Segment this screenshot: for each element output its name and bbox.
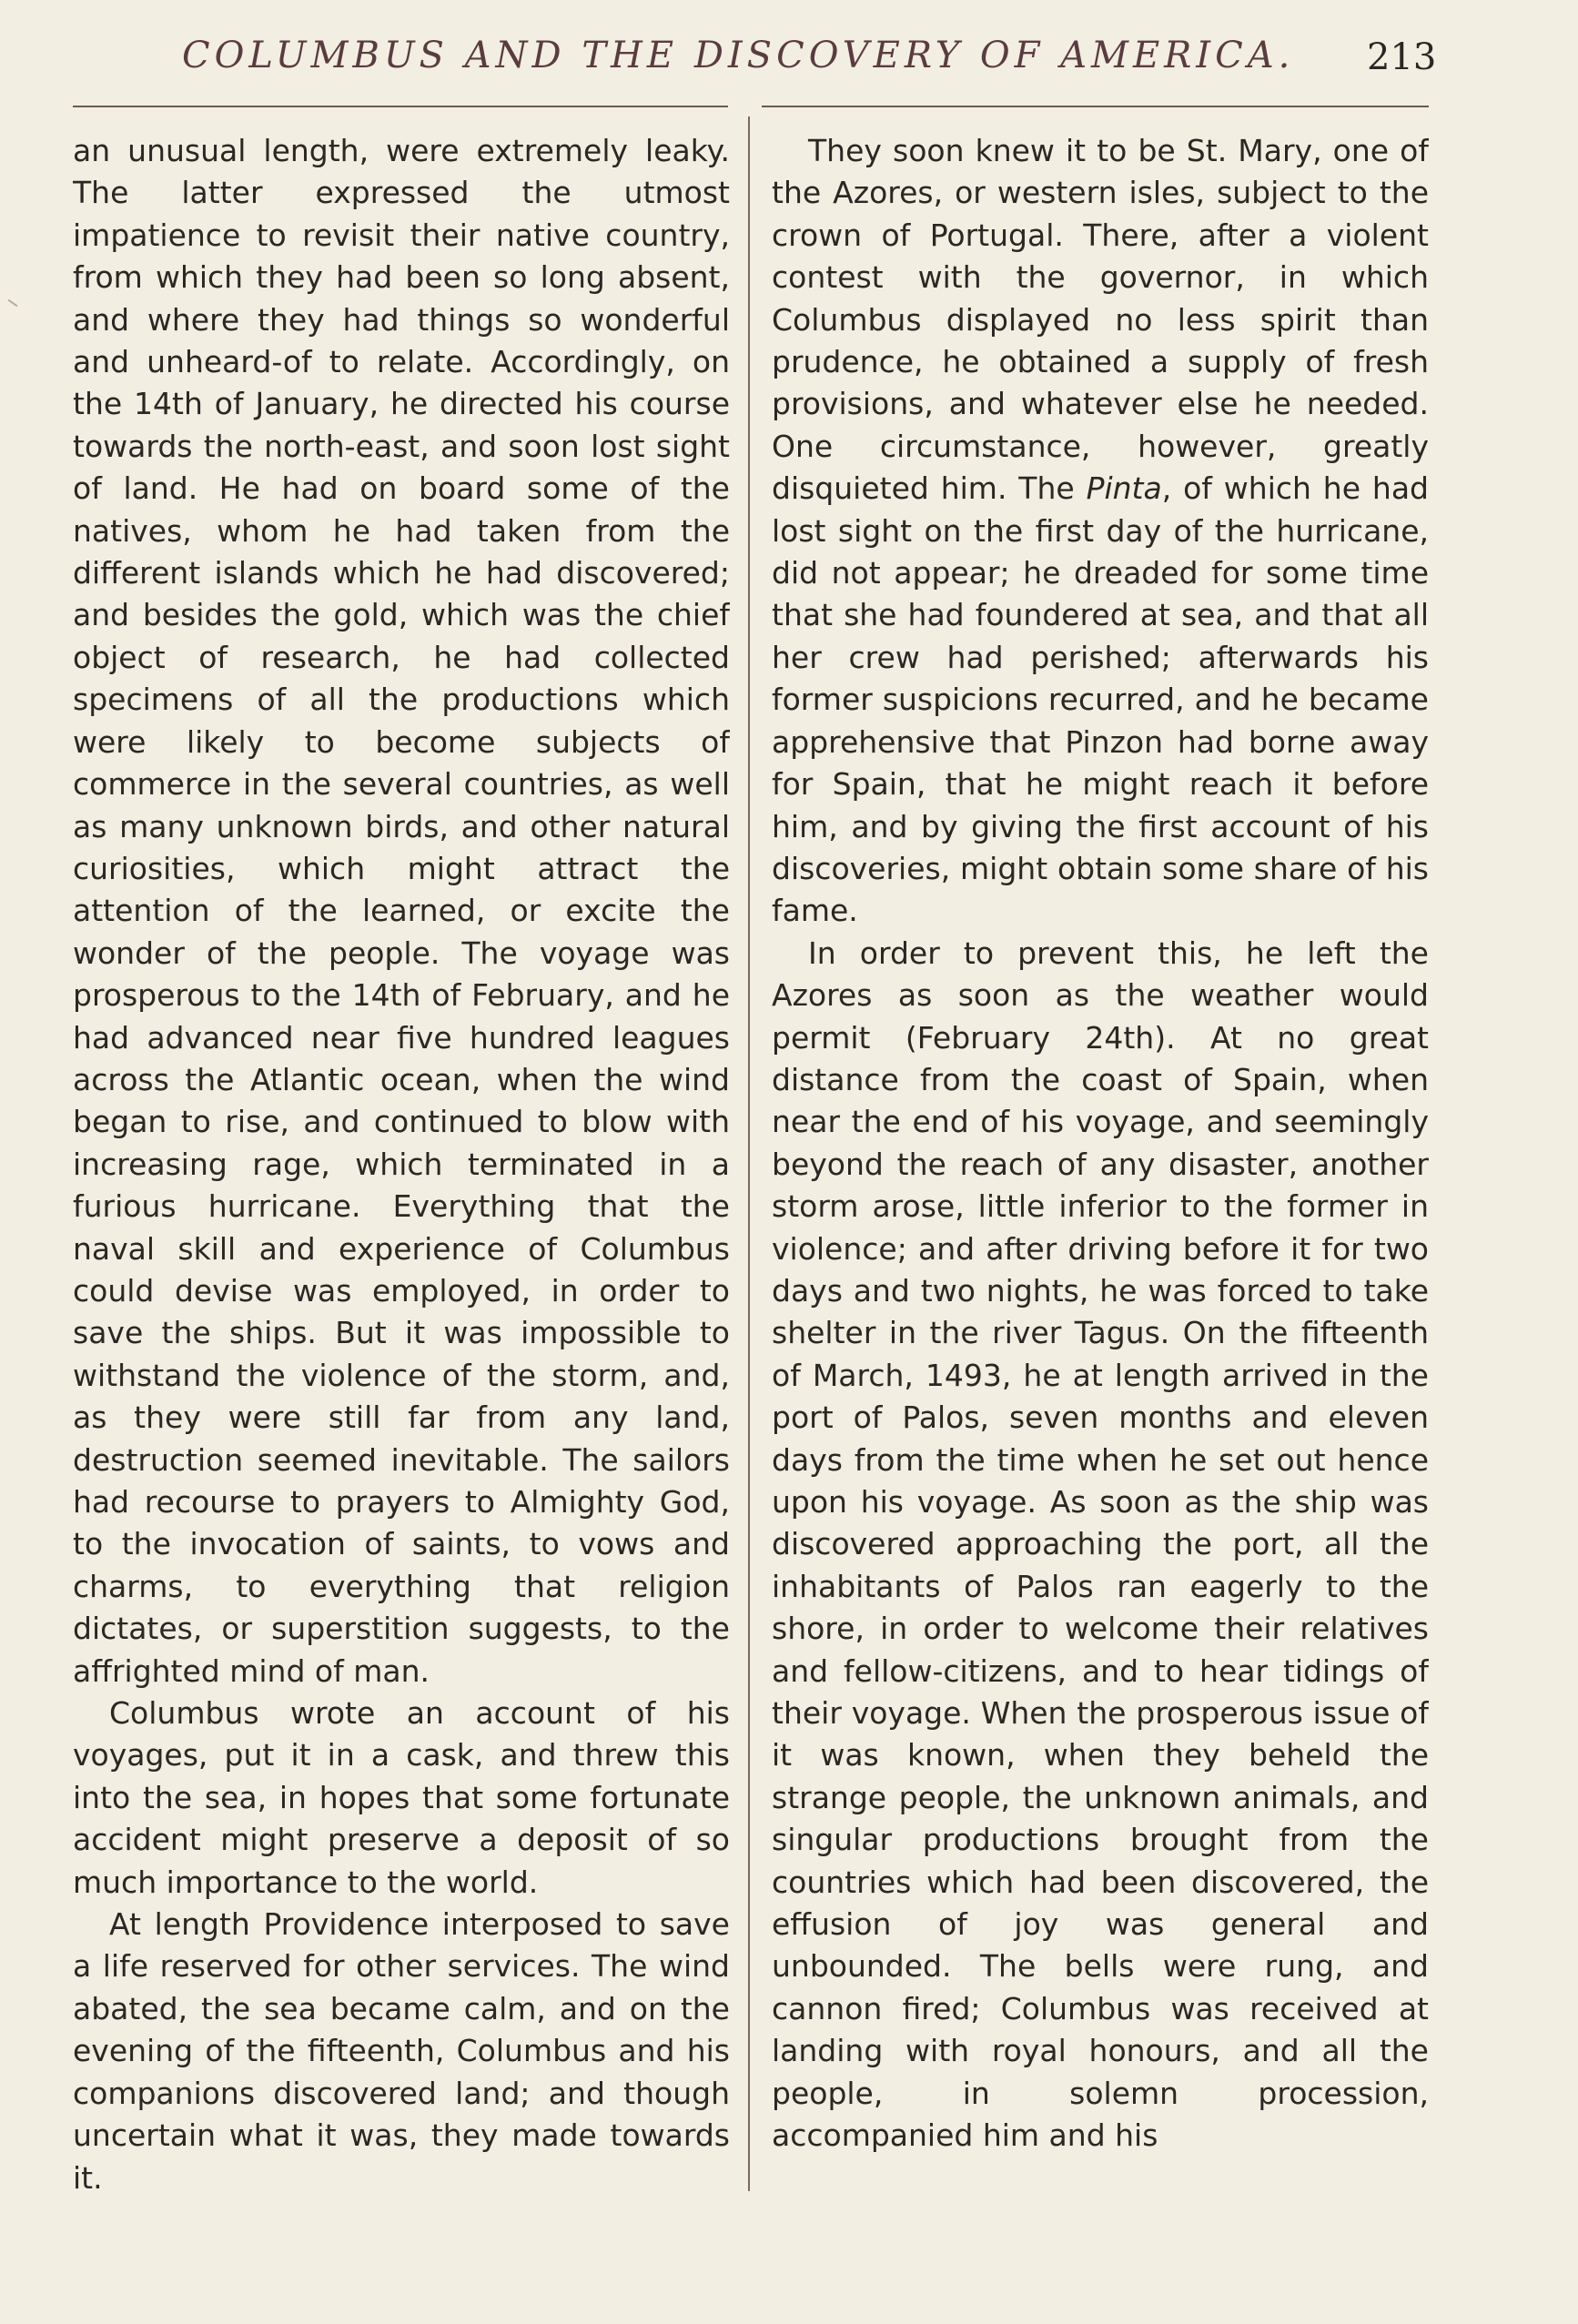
ship-name-pinta: Pinta (1086, 470, 1162, 507)
right-paragraph-1-start: They soon knew it to be St. Mary, one of the Azores, or western isles, subject to the crown of Portugal. There, after a violent contest with the governor, in which Columbus displayed no less spirit than prudence, he obtained a supply of fresh provisions, and whatever else he needed. One circumstance, however, greatly disquieted him. The (772, 133, 1429, 507)
left-paragraph-2: Columbus wrote an account of his voyages, put it in a cask, and threw this into the sea, in hopes that some fortunate accident might preserve a deposit of so much importance to the world. (73, 1695, 730, 1900)
right-paragraph-1-rest: , of which he had lost sight on the first day of the hurricane, did not appear; he dreaded for some time that she had foundered at sea, and that all her crew had perished; afterwards his former suspicions recurred, and he became apprehensive that Pinzon had borne away for Spain, that he might reach it before him, and by giving the first account of his discoveries, might obtain some share of his fame. (772, 470, 1429, 929)
page-number: 213 (1367, 36, 1437, 78)
left-paragraph-1: an unusual length, were extremely leaky. The latter expressed the utmost impatience to revisit their native country, from which they had been so long absent, and where they had things so wonderful and unheard-of to relate. Accordingly, on the 14th of January, he directed his course towards the north-east, and soon lost sight of land. He had on board some of the natives, whom he had taken from the different islands which he had discovered; and besides the gold, which was the chief object of research, he had collected specimens of all the productions which were likely to become subjects of commerce in the several countries, as well as many unknown birds, and other natural curiosities, which might attract the attention of the learned, or excite the wonder of the people. The voyage was prosperous to the 14th of February, and he had advanced near five hundred leagues across the Atlantic ocean, when the wind began to rise, and continued to blow with increasing rage, which terminated in a furious hurricane. Everything that the naval skill and experience of Columbus could devise was employed, in order to save the ships. But it was impossible to withstand the violence of the storm, and, as they were still far from any land, destruction seemed inevitable. The sailors had recourse to prayers to Almighty God, to the invocation of saints, to vows and charms, to everything that religion dictates, or superstition suggests, to the affrighted mind of man. (73, 133, 730, 1689)
header-rule-right (762, 106, 1429, 107)
left-column (73, 130, 730, 2250)
header-rule-left (73, 106, 728, 107)
column-divider (748, 116, 750, 2191)
margin-mark (8, 299, 18, 308)
right-paragraph-1 (772, 130, 1429, 933)
right-paragraph-2: In order to prevent this, he left the Azores as soon as the weather would permit (February 24th). At no great distance from the coast of Spain, when near the end of his voyage, and seemingly beyond the reach of any disaster, another storm arose, little inferior to the former in violence; and after driving before it for two days and two nights, he was forced to take shelter in the river Tagus. On the fifteenth of March, 1493, he at length arrived in the port of Palos, seven months and eleven days from the time when he set out hence upon his voyage. As soon as the ship was discovered approaching the port, all the inhabitants of Palos ran eagerly to the shore, in order to welcome their relatives and fellow-citizens, and to hear tidings of their voyage. When the prosperous issue of it was known, when they beheld the strange people, the unknown animals, and singular productions brought from the countries which had been discovered, the effusion of joy was general and unbounded. The bells were rung, and cannon fired; Columbus was received at landing with royal honours, and all the people, in solemn procession, accompanied him and his (772, 935, 1429, 2154)
left-paragraph-3: At length Providence interposed to save a life reserved for other services. The wind abated, the sea became calm, and on the evening of the fifteenth, Columbus and his companions discovered land; and though uncertain what it was, they made towards it. (73, 1906, 730, 2196)
running-head: COLUMBUS AND THE DISCOVERY OF AMERICA. (182, 35, 1295, 76)
right-column (772, 130, 1429, 2250)
